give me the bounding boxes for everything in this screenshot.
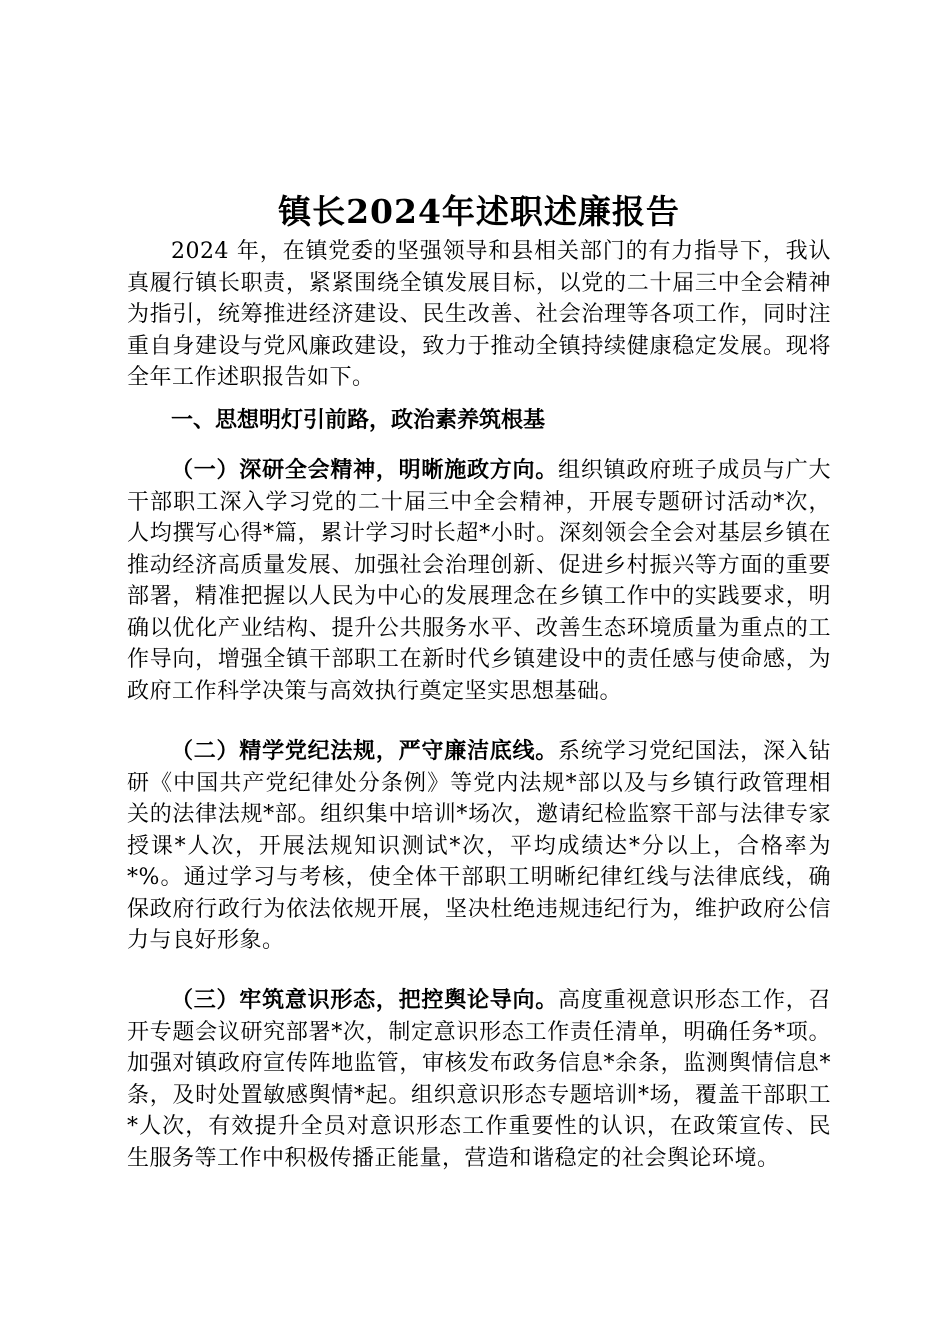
- subsection-1-body: 组织镇政府班子成员与广大干部职工深入学习党的二十届三中全会精神，开展专题研讨活动*次，人均撰写心得*篇，累计学习时长超*小时。深刻领会全会对基层乡镇在推动经济高质量发展、加强社会治理创新、促进乡村振兴等方面的重要部署，精准把握以人民为中心的发展理念在乡镇工作中的实践要求，明确以优化产业结构、提升公共服务水平、改善生态环境质量为重点的工作导向，增强全镇干部职工在新时代乡镇建设中的责任感与使命感，为政府工作科学决策与高效执行奠定坚实思想基础。: [127, 458, 831, 704]
- subsection-3-lead: （三）牢筑意识形态，把控舆论导向。: [171, 987, 559, 1013]
- document-title: [127, 186, 831, 238]
- subsection-1-paragraph: [127, 455, 831, 707]
- subsection-3-paragraph: [127, 985, 831, 1174]
- title-prefix: 镇长: [278, 192, 347, 232]
- subsection-2-paragraph: [127, 736, 831, 957]
- title-year: 2024: [346, 192, 442, 232]
- subsection-2-lead: （二）精学党纪法规，严守廉洁底线。: [171, 738, 559, 764]
- subsection-1-lead: （一）深研全会精神，明晰施政方向。: [171, 457, 559, 483]
- subsection-3-body: 高度重视意识形态工作，召开专题会议研究部署*次，制定意识形态工作责任清单，明确任务*项。加强对镇政府宣传阵地监管，审核发布政务信息*余条，监测舆情信息*条，及时处置敏感舆情*起。组织意识形态专题培训*场，覆盖干部职工*人次，有效提升全员对意识形态工作重要性的认识，在政策宣传、民生服务等工作中积极传播正能量，营造和谐稳定的社会舆论环境。: [127, 988, 831, 1171]
- intro-paragraph: 2024 年，在镇党委的坚强领导和县相关部门的有力指导下，我认真履行镇长职责，紧紧围绕全镇发展目标，以党的二十届三中全会精神为指引，统筹推进经济建设、民生改善、社会治理等各项工作，同时注重自身建设与党风廉政建设，致力于推动全镇持续健康稳定发展。现将全年工作述职报告如下。: [127, 239, 831, 390]
- title-suffix: 年述职述廉报告: [441, 192, 680, 232]
- section-1-heading: 一、思想明灯引前路，政治素养筑根基: [171, 407, 546, 433]
- subsection-2-body: 系统学习党纪国法，深入钻研《中国共产党纪律处分条例》等党内法规*部以及与乡镇行政管理相关的法律法规*部。组织集中培训*场次，邀请纪检监察干部与法律专家授课*人次，开展法规知识测试*次，平均成绩达*分以上，合格率为*%。通过学习与考核，使全体干部职工明晰纪律红线与法律底线，确保政府行政行为依法依规开展，坚决杜绝违规违纪行为，维护政府公信力与良好形象。: [127, 739, 831, 953]
